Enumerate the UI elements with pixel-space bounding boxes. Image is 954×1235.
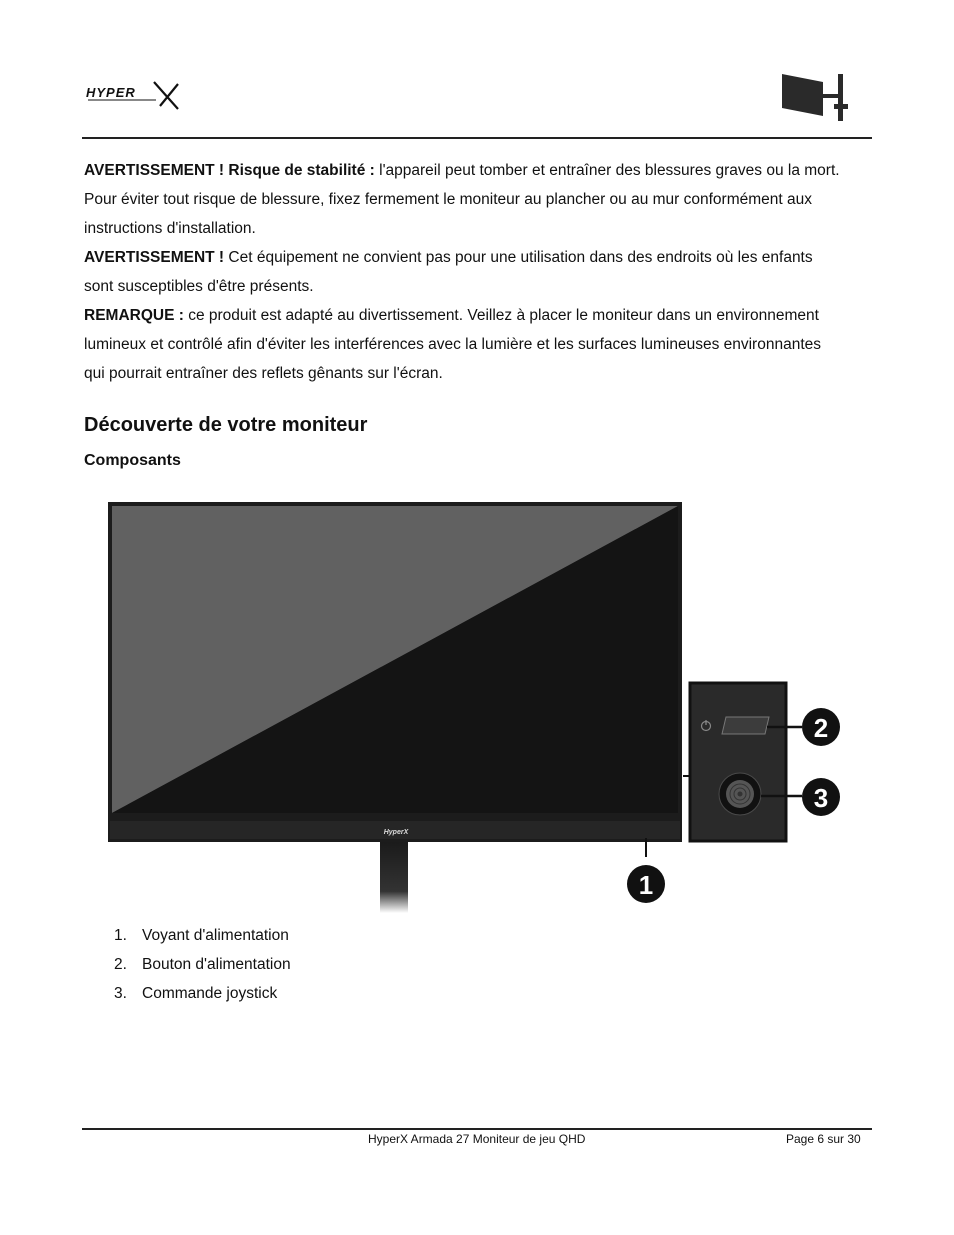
list-item [114, 921, 289, 950]
footer-divider [82, 1128, 872, 1130]
section-title: Découverte de votre moniteur [84, 414, 368, 436]
list-item [114, 979, 277, 1008]
page-number: Page 6 sur 30 [786, 1132, 861, 1146]
warning-text: l'appareil peut tomber et entraîner des blessures graves ou la mort. Pour éviter tout risque de blessure, fixez fermement le moniteur au plancher ou au mur conformément aux instructions d'installation. [84, 162, 840, 237]
list-label: Commande joystick [142, 985, 278, 1002]
power-button-graphic [722, 717, 769, 734]
list-item [114, 950, 291, 979]
list-number: 1. [114, 927, 127, 944]
subsection-title: Composants [84, 452, 181, 469]
note-text: ce produit est adapté au divertissement. Veillez à placer le moniteur dans un environnement lumineux et contrôlé afin d'éviter les interférences avec la lumière et les surfaces lumineuses environnantes qui pourrait entraîner des reflets gênants sur l'écran. [84, 307, 821, 382]
svg-text:HYPER: HYPER [86, 85, 136, 100]
monitor-stand [380, 841, 408, 913]
joystick-graphic [719, 773, 761, 815]
warning-label: AVERTISSEMENT ! [84, 249, 225, 266]
monitor-desk-mount-icon [778, 70, 852, 124]
note-label: REMARQUE : [84, 307, 184, 324]
bezel-logo: HyperX [383, 829, 409, 836]
list-number: 3. [114, 985, 127, 1002]
list-label: Bouton d'alimentation [142, 956, 291, 973]
warning-label: AVERTISSEMENT ! Risque de stabilité : [84, 162, 375, 179]
callout-3 [802, 778, 840, 816]
usage-note [84, 301, 844, 388]
footer-title: HyperX Armada 27 Moniteur de jeu QHD [368, 1132, 586, 1146]
svg-text:2: 2 [813, 713, 829, 743]
svg-text:1: 1 [638, 870, 654, 900]
svg-text:3: 3 [813, 783, 829, 813]
callout-1 [627, 865, 665, 903]
callout-2 [802, 708, 840, 746]
controls-inset [690, 683, 786, 841]
list-label: Voyant d'alimentation [142, 927, 289, 944]
warning-text: Cet équipement ne convient pas pour une utilisation dans des endroits où les enfants sont susceptibles d'être présents. [84, 249, 813, 295]
list-number: 2. [114, 956, 127, 973]
header-divider [82, 137, 872, 139]
children-warning [84, 243, 844, 301]
monitor-components-illustration [100, 495, 860, 915]
hyperx-logo-icon [84, 78, 184, 114]
stability-warning [84, 156, 844, 243]
